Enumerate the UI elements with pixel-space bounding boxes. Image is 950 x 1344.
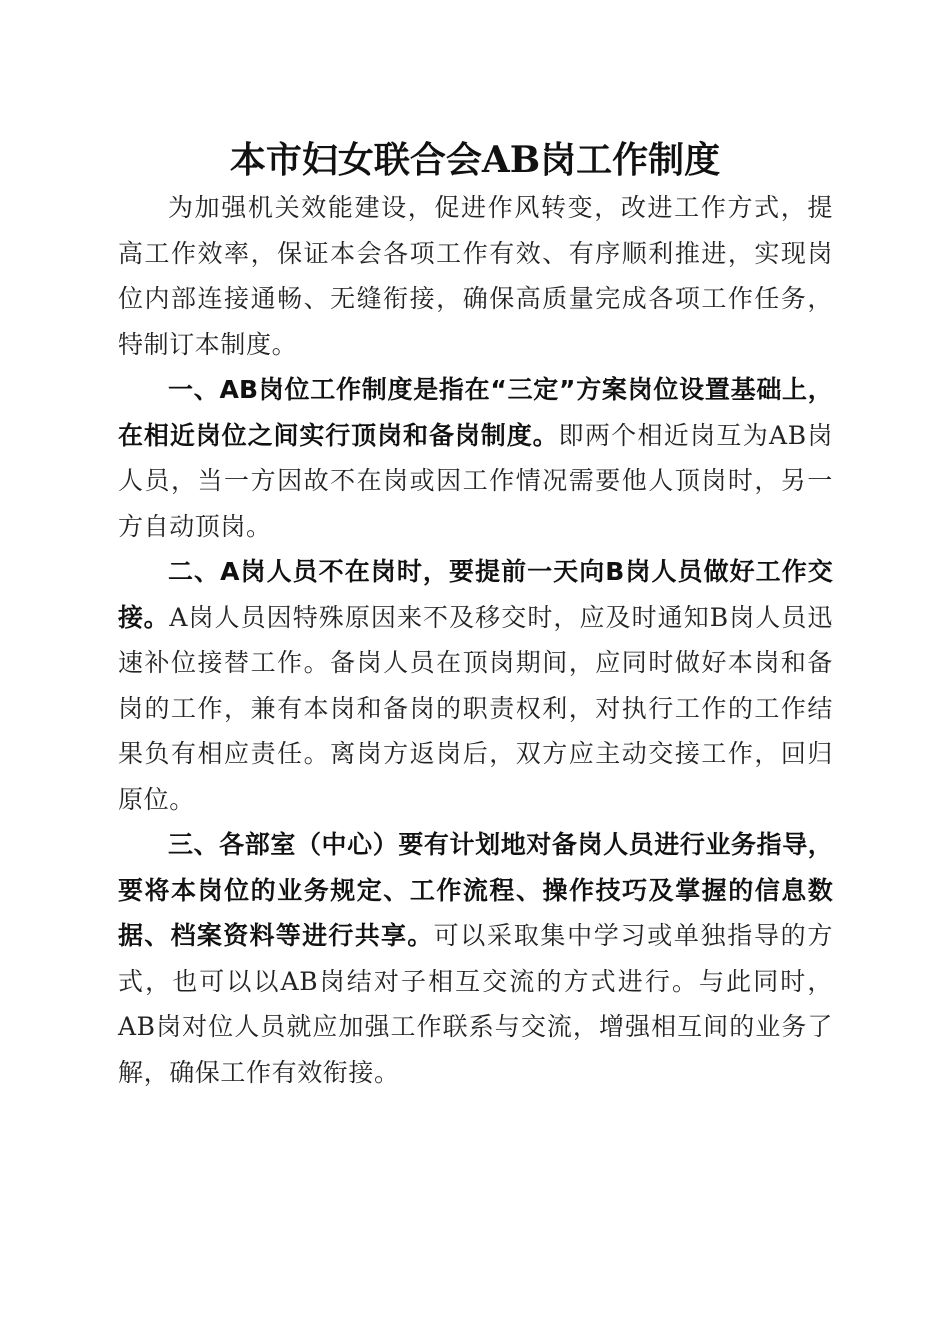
section-1-paragraph xyxy=(118,367,833,549)
document-title: 本市妇女联合会AB岗工作制度 xyxy=(229,139,721,181)
section-3-body: 可以采取集中学习或单独指导的方式，也可以以AB岗结对子相互交流的方式进行。与此同时，AB岗对位人员就应加强工作联系与交流，增强相互间的业务了解，确保工作有效衔接。 xyxy=(118,921,833,1087)
section-2-paragraph xyxy=(118,549,833,822)
document-body xyxy=(118,185,833,1095)
intro-paragraph: 为加强机关效能建设，促进作风转变，改进工作方式，提高工作效率，保证本会各项工作有效、有序顺利推进，实现岗位内部连接通畅、无缝衔接，确保高质量完成各项工作任务，特制订本制度。 xyxy=(118,193,833,359)
section-1-body: 即两个相近岗互为AB岗人员，当一方因故不在岗或因工作情况需要他人顶岗时，另一方自动顶岗。 xyxy=(118,420,833,541)
section-3-paragraph xyxy=(118,822,833,1095)
section-1-lead: 一、AB岗位工作制度是指在“三定”方案岗位设置基础上，在相近岗位之间实行顶岗和备岗制度。 xyxy=(118,375,833,450)
section-3-lead: 三、各部室（中心）要有计划地对备岗人员进行业务指导，要将本岗位的业务规定、工作流程、操作技巧及掌握的信息数据、档案资料等进行共享。 xyxy=(118,830,833,950)
section-2-lead: 二、A岗人员不在岗时，要提前一天向B岗人员做好工作交接。 xyxy=(118,557,833,632)
section-2-body: A岗人员因特殊原因来不及移交时，应及时通知B岗人员迅速补位接替工作。备岗人员在顶岗期间，应同时做好本岗和备岗的工作，兼有本岗和备岗的职责权利，对执行工作的工作结果负有相应责任。离岗方返岗后，双方应主动交接工作，回归原位。 xyxy=(118,602,834,814)
